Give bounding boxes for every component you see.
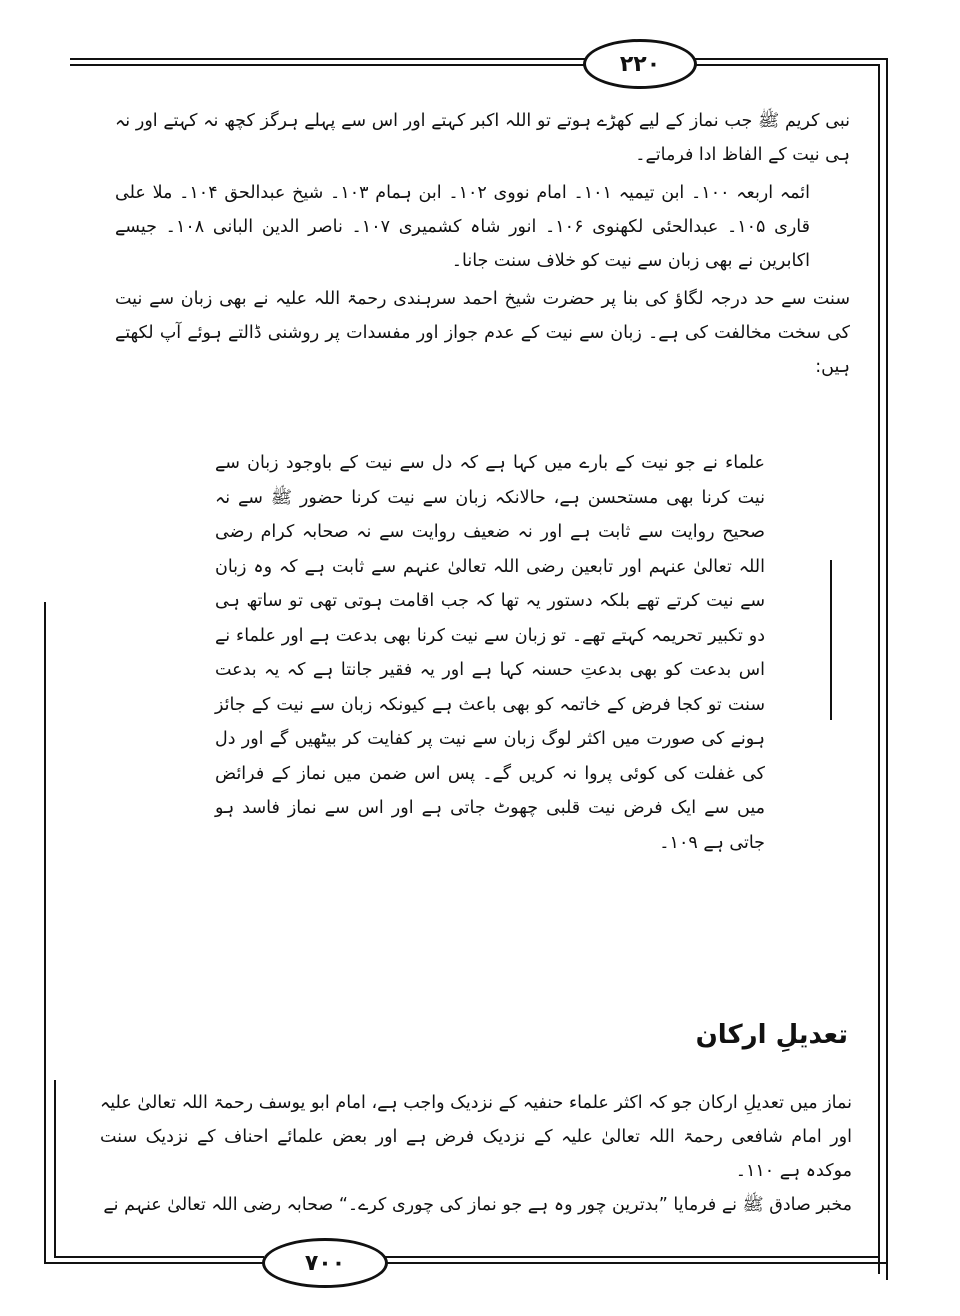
frame-bottom-line-inner [54, 1256, 264, 1258]
quotation-text: علماء نے جو نیت کے بارے میں کہا ہے کہ دل سے نیت کے باوجود زبان سے نیت کرنا بھی مستحسن ہے، حالانکہ زبان سے نیت کرنا حضور ﷺ سے نہ صحیح روایت سے ثابت ہے اور نہ ضعیف روایت سے نہ صحابہ کرام رضی اللہ تعالیٰ عنہم اور تابعین رضی اللہ تعالیٰ عنہم سے ثابت ہے کہ وہ زبان سے نیت کرتے تھے بلکہ دستور یہ تھا کہ جب اقامت ہوتی تھی تو ساتھ ہی دو تکبیر تحریمہ کہتے تھے۔ تو زبان سے نیت کرنا بھی بدعت ہے اور علماء نے اس بدعت کو بھی بدعتِ حسنہ کہا ہے اور یہ فقیر جانتا ہے کہ یہ بدعت سنت تو کجا فرض کے خاتمہ کو بھی باعث ہے کیونکہ زبان سے نیت کے جائز ہونے کی صورت میں اکثر لوگ زبان سے نیت پر کفایت کر بیٹھیں گے اور دل کی غفلت کی کوئی پروا نہ کریں گے۔ پس اس ضمن میں نماز کے فرائض میں سے ایک فرض نیت قلبی چھوٹ جاتی ہے اور اس سے نماز فاسد ہو جاتی ہے ۱۰۹۔ [215, 453, 765, 853]
frame-right-line-inner [878, 64, 880, 1274]
frame-mid-right-line [830, 560, 832, 720]
frame-top-line-right-inner [690, 64, 880, 66]
page-number-bottom: ۷۰۰ [262, 1238, 388, 1288]
intro-paragraph-1: نبی کریم ﷺ جب نماز کے لیے کھڑے ہوتے تو اللہ اکبر کہتے اور اس سے پہلے ہرگز کچھ نہ کہتے اور نہ ہی نیت کے الفاظ ادا فرماتے۔ [115, 111, 850, 165]
section-paragraph-2: مخبر صادق ﷺ نے فرمایا ”بدترین چور وہ ہے جو نماز کی چوری کرے۔“ صحابہ رضی اللہ تعالیٰ عنہم نے [103, 1195, 852, 1215]
frame-bottom-line-right-inner [380, 1256, 880, 1258]
frame-top-line-right-outer [690, 58, 886, 60]
frame-left-line-inner [54, 1080, 56, 1256]
frame-top-line-outer [70, 58, 585, 60]
page-number-top: ۲۲۰ [583, 39, 697, 89]
intro-block [115, 104, 850, 384]
frame-bottom-line-outer [44, 1262, 264, 1264]
frame-bottom-line-right-outer [380, 1262, 888, 1264]
quotation-block [215, 446, 765, 860]
frame-top-line-inner [70, 64, 585, 66]
frame-left-line [44, 602, 46, 1262]
intro-paragraph-2: ائمہ اربعہ ۱۰۰۔ ابن تیمیہ ۱۰۱۔ امام نووی ۱۰۲۔ ابن ہمام ۱۰۳۔ شیخ عبدالحق ۱۰۴۔ ملا علی قاری ۱۰۵۔ عبدالحئی لکھنوی ۱۰۶۔ انور شاہ کشمیری ۱۰۷۔ ناصر الدین البانی ۱۰۸۔ جیسے اکابرین نے بھی زبان سے نیت کو خلاف سنت جانا۔ [115, 183, 810, 271]
section-paragraph-1: نماز میں تعدیلِ ارکان جو کہ اکثر علماء حنفیہ کے نزدیک واجب ہے، امام ابو یوسف رحمۃ اللہ تعالیٰ علیہ اور امام شافعی رحمۃ اللہ تعالیٰ علیہ کے نزدیک فرض ہے اور بعض علمائے احناف کے نزدیک سنت موکدہ ہے ۱۱۰۔ [100, 1093, 852, 1181]
intro-paragraph-3: سنت سے حد درجہ لگاؤ کی بنا پر حضرت شیخ احمد سرہندی رحمۃ اللہ علیہ نے بھی زبان سے نیت کی سخت مخالفت کی ہے۔ زبان سے نیت کے عدم جواز اور مفسدات پر روشنی ڈالتے ہوئے آپ لکھتے ہیں: [115, 289, 850, 377]
section-block [100, 1086, 852, 1222]
section-heading: تعدیلِ ارکان [695, 1020, 848, 1050]
frame-right-line-outer [886, 58, 888, 1280]
